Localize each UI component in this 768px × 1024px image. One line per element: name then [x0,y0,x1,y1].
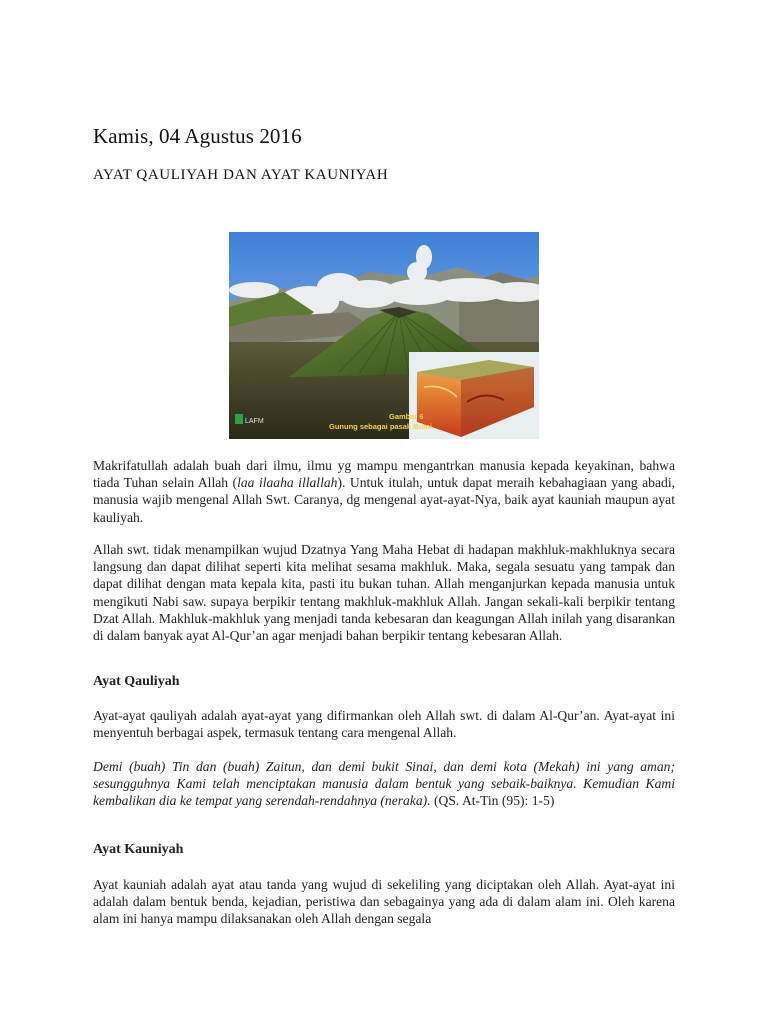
intro-paragraph [93,457,675,526]
intro-text-b: ). Untuk itulah, untuk dapat meraih kebahagiaan yang abadi, manusia wajib mengenal Allah Swt. Caranya, dg mengenal ayat-ayat-Nya, baik ayat kauniah maupun ayat kauliyah. [93,475,675,525]
body-paragraph-5 [93,876,675,928]
quote-reference: (QS. At-Tin (95): 1-5) [430,793,555,809]
figure-caption-line2: Gunung sebagai pasak Bumi [329,422,432,431]
post-title: AYAT QAULIYAH DAN AYAT KAUNIYAH [93,167,389,183]
intro-italic: laa ilaaha illallah [237,475,338,491]
logo-mark [235,414,243,424]
paragraph-5-text: Ayat kauniah adalah ayat atau tanda yang wujud di sekeliling yang diciptakan oleh Allah. Ayat-ayat ini adalah dalam bentuk benda, kejadian, peristiwa dan sebagainya yang ada di dalam alam ini. Oleh karena alam ini hanya mampu dilaksanakan oleh Allah dengan segala [93,877,675,927]
logo-text: LAFM [245,418,264,425]
paragraph-2-text: Allah swt. tidak menampilkan wujud Dzatnya Yang Maha Hebat di hadapan makhluk-makhluknya secara langsung dan dapat dilihat seperti kita melihat sesama makhluk. Maka, segala sesuatu yang tampak dan dapat dilihat dengan mata kepala kita, pasti itu bukan tuhan. Allah menganjurkan kepada manusia untuk mengikuti Nabi saw. supaya berpikir tentang makhluk-makhluk Allah. Jangan sekali-kali berpikir tentang Dzat Allah. Makhluk-makhluk yang menjadi tanda kebesaran dan keagungan Allah inilah yang disarankan di dalam banyak ayat Al-Qur’an agar menjadi bahan berpikir tentang kebesaran Allah. [93,542,675,644]
body-paragraph-3 [93,707,675,741]
paragraph-3-text: Ayat-ayat qauliyah adalah ayat-ayat yang difirmankan oleh Allah swt. di dalam Al-Qur’an. Ayat-ayat ini menyentuh berbagai aspek, termasuk tentang cara mengenal Allah. [93,708,675,741]
volcano-illustration [229,232,539,439]
figure-caption-line1: Gambar 6 [389,412,424,421]
heading-ayat-qauliyah: Ayat Qauliyah [93,674,180,689]
quote-text: Demi (buah) Tin dan (buah) Zaitun, dan demi bukit Sinai, dan demi kota (Mekah) ini yang aman; sesungguhnya Kami telah menciptakan manusia dalam bentuk yang sebaik-baiknya. Kemudian Kami kembalikan dia ke tempat yang serendah-rendahnya (neraka). [93,759,675,809]
heading-ayat-kauniyah: Ayat Kauniyah [93,842,184,857]
intro-text-a: Makrifatullah adalah buah dari ilmu, ilmu yg mampu mengantrkan manusia kepada keyakinan, bahwa tiada Tuhan selain Allah ( [93,458,675,491]
volcano-figure [229,232,539,439]
post-date: Kamis, 04 Agustus 2016 [93,124,302,148]
body-paragraph-2 [93,541,675,644]
quran-quote [93,758,675,810]
